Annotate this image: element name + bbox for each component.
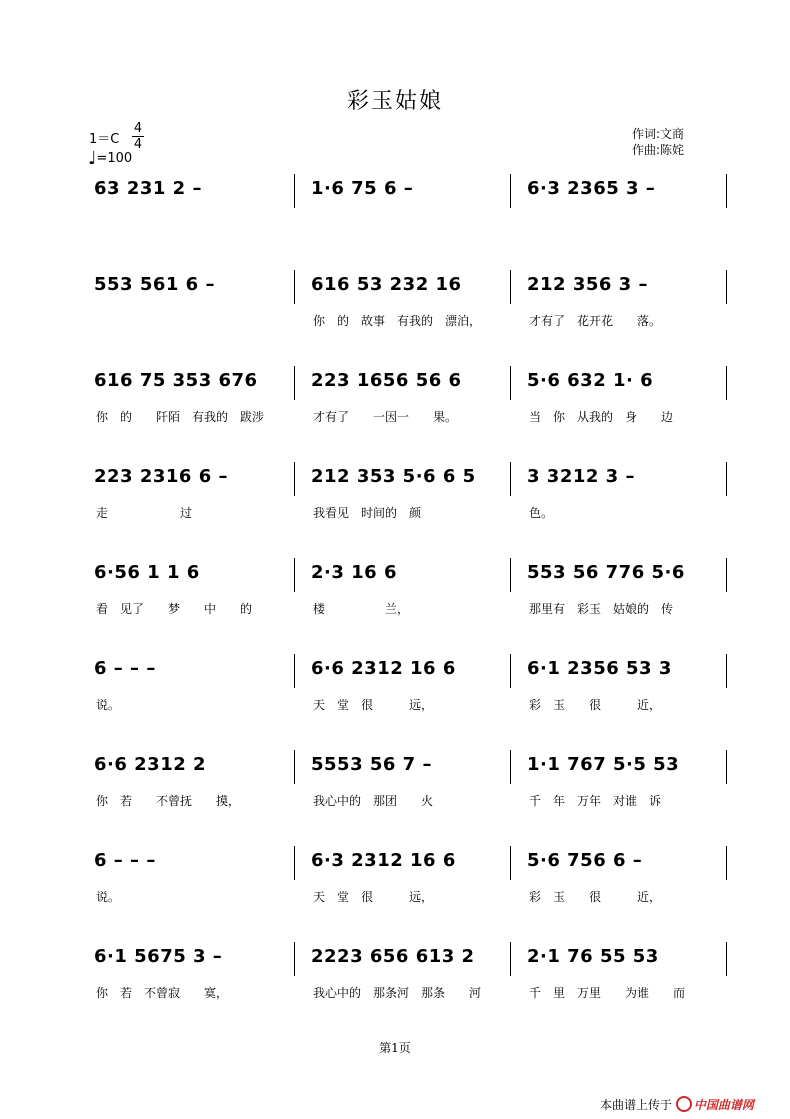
barline bbox=[726, 366, 727, 400]
lyric-line: 当 你 从我的 身 边 bbox=[529, 410, 674, 424]
lyric-line: 天 堂 很 远， bbox=[313, 698, 434, 712]
lyric-line: 你 若 不曾寂 寞， bbox=[96, 986, 229, 1000]
measure-notes: 5·6 632 1· 6 bbox=[527, 370, 654, 391]
lyric-line: 楼 兰， bbox=[313, 602, 410, 616]
barline bbox=[510, 942, 511, 976]
barline bbox=[294, 942, 295, 976]
footer bbox=[600, 1096, 754, 1113]
lyric-line: 千 里 万里 为谁 而 bbox=[529, 986, 686, 1000]
barline bbox=[510, 366, 511, 400]
lyric-line: 走 过 bbox=[96, 506, 193, 520]
lyric-line: 才有了 花开花 落。 bbox=[529, 314, 662, 328]
time-bottom: 4 bbox=[133, 137, 143, 152]
measure-notes: 212 353 5·6 6 5 bbox=[311, 466, 476, 487]
measure-notes: 6·3 2365 3 – bbox=[527, 178, 656, 199]
time-top: 4 bbox=[133, 121, 143, 136]
barline bbox=[726, 942, 727, 976]
composer: 作曲:陈姹 bbox=[632, 143, 685, 157]
barline bbox=[726, 174, 727, 208]
lyric-line: 说。 bbox=[96, 698, 121, 712]
barline bbox=[726, 270, 727, 304]
measure-notes: 6·6 2312 2 bbox=[94, 754, 207, 775]
measure-notes: 5·6 756 6 – bbox=[527, 850, 643, 871]
barline bbox=[294, 846, 295, 880]
quarter-note-icon: ♩ bbox=[88, 148, 97, 169]
barline bbox=[294, 174, 295, 208]
measure-notes: 6·3 2312 16 6 bbox=[311, 850, 456, 871]
lyric-line: 色。 bbox=[529, 506, 554, 520]
barline bbox=[726, 558, 727, 592]
measure-notes: 6 – – – bbox=[94, 850, 156, 871]
footer-site: 中国曲谱网 bbox=[693, 1098, 754, 1112]
barline bbox=[294, 750, 295, 784]
lyric-line: 我心中的 那条河 那条 河 bbox=[313, 986, 482, 1000]
measure-notes: 2223 656 613 2 bbox=[311, 946, 475, 967]
barline bbox=[294, 462, 295, 496]
page-number: 第1页 bbox=[379, 1041, 411, 1055]
barline bbox=[294, 654, 295, 688]
lyric-line: 说。 bbox=[96, 890, 121, 904]
tempo-marking bbox=[88, 148, 132, 169]
time-signature bbox=[132, 121, 144, 152]
lyric-line: 才有了 一因一 果。 bbox=[313, 410, 458, 424]
measure-notes: 6·1 5675 3 – bbox=[94, 946, 223, 967]
lyricist: 作词:文商 bbox=[632, 127, 685, 141]
barline bbox=[510, 462, 511, 496]
measure-notes: 3 3212 3 – bbox=[527, 466, 635, 487]
barline bbox=[726, 750, 727, 784]
barline bbox=[510, 270, 511, 304]
lyric-line: 彩 玉 很 近， bbox=[529, 890, 662, 904]
barline bbox=[510, 654, 511, 688]
measure-notes: 63 231 2 – bbox=[94, 178, 202, 199]
measure-notes: 223 1656 56 6 bbox=[311, 370, 462, 391]
measure-notes: 1·1 767 5·5 53 bbox=[527, 754, 680, 775]
measure-notes: 1·6 75 6 – bbox=[311, 178, 414, 199]
measure-notes: 616 75 353 676 bbox=[94, 370, 258, 391]
site-logo-icon bbox=[676, 1096, 692, 1112]
lyric-line: 看 见了 梦 中 的 bbox=[96, 602, 253, 616]
lyric-line: 你 的 故事 有我的 漂泊， bbox=[313, 314, 482, 328]
lyric-line: 千 年 万年 对谁 诉 bbox=[529, 794, 662, 808]
measure-notes: 616 53 232 16 bbox=[311, 274, 462, 295]
measure-notes: 6·1 2356 53 3 bbox=[527, 658, 672, 679]
lyric-line: 你 若 不曾抚 摸， bbox=[96, 794, 241, 808]
barline bbox=[510, 174, 511, 208]
measure-notes: 553 561 6 – bbox=[94, 274, 215, 295]
measure-notes: 6·56 1 1 6 bbox=[94, 562, 200, 583]
barline bbox=[294, 366, 295, 400]
measure-notes: 6·6 2312 16 6 bbox=[311, 658, 456, 679]
measure-notes: 223 2316 6 – bbox=[94, 466, 228, 487]
measure-notes: 553 56 776 5·6 bbox=[527, 562, 685, 583]
lyric-line: 彩 玉 很 近， bbox=[529, 698, 662, 712]
barline bbox=[726, 462, 727, 496]
lyric-line: 天 堂 很 远， bbox=[313, 890, 434, 904]
measure-notes: 212 356 3 – bbox=[527, 274, 648, 295]
tempo-value: =100 bbox=[96, 151, 133, 166]
barline bbox=[510, 750, 511, 784]
barline bbox=[294, 558, 295, 592]
page-title: 彩玉姑娘 bbox=[346, 89, 443, 114]
barline bbox=[294, 270, 295, 304]
measure-notes: 2·3 16 6 bbox=[311, 562, 397, 583]
barline bbox=[726, 846, 727, 880]
measure-notes: 6 – – – bbox=[94, 658, 156, 679]
measure-notes: 5553 56 7 – bbox=[311, 754, 432, 775]
barline bbox=[510, 846, 511, 880]
lyric-line: 我看见 时间的 颜 bbox=[313, 506, 422, 520]
lyric-line: 你 的 阡陌 有我的 跋涉 bbox=[96, 410, 265, 424]
measure-notes: 2·1 76 55 53 bbox=[527, 946, 659, 967]
key-signature: 1＝C bbox=[89, 132, 120, 147]
barline bbox=[726, 654, 727, 688]
barline bbox=[510, 558, 511, 592]
lyric-line: 那里有 彩玉 姑娘的 传 bbox=[529, 602, 674, 616]
footer-text: 本曲谱上传于 bbox=[600, 1098, 673, 1112]
credits bbox=[632, 126, 684, 158]
lyric-line: 我心中的 那团 火 bbox=[313, 794, 434, 808]
